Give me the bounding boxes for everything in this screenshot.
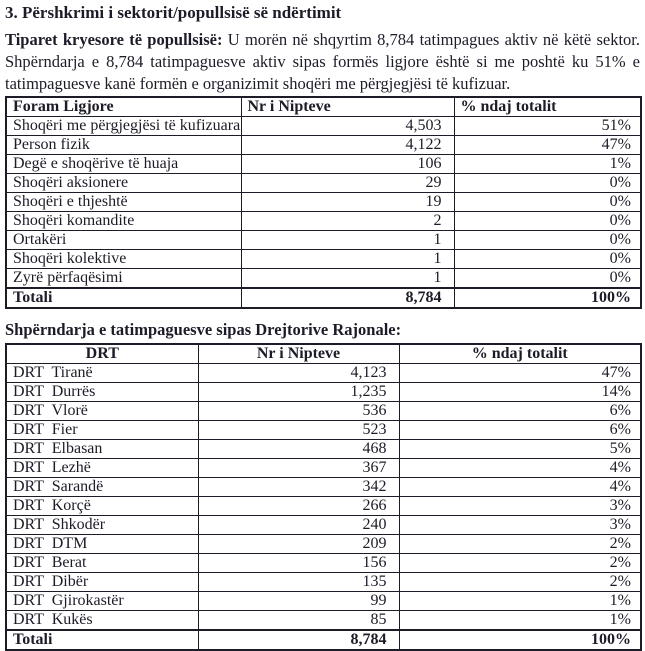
- cell-percent: 0%: [454, 269, 641, 289]
- intro-body-text: U morën në shqyrtim 8,784 tatimpagues aktiv në këtë sektor. Shpërndarja e 8,784 tatimpaguesve aktiv sipas formës ligjore është si me poshtë ku 51% e tatimpaguesve kanë formën e organizimit shoqëri me përgjegjësi të kufizuar.: [5, 30, 641, 93]
- cell-drt-name: DRT Tiranë: [6, 364, 198, 383]
- cell-count: 2: [241, 212, 454, 231]
- header-cell-nipt-count: Nr i Nipteve: [241, 97, 454, 117]
- cell-count: 29: [241, 174, 454, 193]
- cell-count: 523: [198, 421, 399, 440]
- drt-total-row: [6, 630, 641, 650]
- cell-percent: 0%: [454, 250, 641, 269]
- table-row: [6, 250, 641, 269]
- cell-drt-name: DRT Elbasan: [6, 440, 198, 459]
- table-row: [6, 440, 641, 459]
- table-row: [6, 573, 641, 592]
- table-row: [6, 402, 641, 421]
- cell-count: 240: [198, 516, 399, 535]
- cell-drt-name: DRT Lezhë: [6, 459, 198, 478]
- cell-percent: 47%: [454, 136, 641, 155]
- cell-count: 1: [241, 250, 454, 269]
- legal-form-total-row: [6, 288, 641, 308]
- table-row: [6, 554, 641, 573]
- table-row: [6, 231, 641, 250]
- drt-header-row: [6, 344, 641, 364]
- cell-drt-name: DRT Fier: [6, 421, 198, 440]
- cell-count: 85: [198, 611, 399, 631]
- legal-form-table: [5, 96, 642, 309]
- cell-total-label: Totali: [6, 630, 198, 650]
- cell-percent: 6%: [399, 421, 641, 440]
- cell-percent: 4%: [399, 459, 641, 478]
- table-row: [6, 611, 641, 631]
- cell-percent: 2%: [399, 535, 641, 554]
- cell-percent: 2%: [399, 554, 641, 573]
- cell-count: 367: [198, 459, 399, 478]
- cell-drt-name: DRT Vlorë: [6, 402, 198, 421]
- cell-drt-name: DRT Korçë: [6, 497, 198, 516]
- cell-count: 1: [241, 269, 454, 289]
- cell-percent: 51%: [454, 117, 641, 136]
- table-row: [6, 497, 641, 516]
- cell-percent: 2%: [399, 573, 641, 592]
- cell-legal-form: Shoqëri me përgjegjësi të kufizuara: [6, 117, 241, 136]
- cell-legal-form: Person fizik: [6, 136, 241, 155]
- cell-count: 342: [198, 478, 399, 497]
- cell-count: 135: [198, 573, 399, 592]
- cell-percent: 1%: [454, 155, 641, 174]
- cell-count: 99: [198, 592, 399, 611]
- cell-legal-form: Shoqëri komandite: [6, 212, 241, 231]
- cell-drt-name: DRT Durrës: [6, 383, 198, 402]
- cell-count: 209: [198, 535, 399, 554]
- cell-legal-form: Zyrë përfaqësimi: [6, 269, 241, 289]
- table-row: [6, 364, 641, 383]
- section-heading: 3. Përshkrimi i sektorit/popullsisë së ndërtimit: [5, 3, 342, 22]
- cell-total-count: 8,784: [241, 288, 454, 308]
- table-row: [6, 421, 641, 440]
- table-row: [6, 592, 641, 611]
- cell-percent: 6%: [399, 402, 641, 421]
- cell-drt-name: DRT Shkodër: [6, 516, 198, 535]
- cell-count: 266: [198, 497, 399, 516]
- table-row: [6, 193, 641, 212]
- header-cell-percent: % ndaj totalit: [454, 97, 641, 117]
- cell-count: 1,235: [198, 383, 399, 402]
- table-row: [6, 212, 641, 231]
- header-cell-legal-form: Foram Ligjore: [6, 97, 241, 117]
- cell-count: 1: [241, 231, 454, 250]
- table-row: [6, 478, 641, 497]
- cell-drt-name: DRT Gjirokastër: [6, 592, 198, 611]
- cell-count: 4,503: [241, 117, 454, 136]
- cell-count: 106: [241, 155, 454, 174]
- header-cell-percent: % ndaj totalit: [399, 344, 641, 364]
- cell-total-percent: 100%: [454, 288, 641, 308]
- cell-percent: 1%: [399, 611, 641, 631]
- cell-percent: 5%: [399, 440, 641, 459]
- table-row: [6, 516, 641, 535]
- cell-drt-name: DRT Sarandë: [6, 478, 198, 497]
- cell-count: 4,122: [241, 136, 454, 155]
- cell-legal-form: Ortakëri: [6, 231, 241, 250]
- cell-legal-form: Shoqëri e thjeshtë: [6, 193, 241, 212]
- cell-count: 19: [241, 193, 454, 212]
- legal-form-header-row: [6, 97, 641, 117]
- cell-drt-name: DRT DTM: [6, 535, 198, 554]
- cell-drt-name: DRT Kukës: [6, 611, 198, 631]
- cell-total-percent: 100%: [399, 630, 641, 650]
- table-row: [6, 269, 641, 289]
- table-row: [6, 459, 641, 478]
- intro-lead-text: Tiparet kryesore të popullsisë:: [5, 30, 223, 49]
- cell-percent: 3%: [399, 516, 641, 535]
- drt-table: [5, 343, 642, 651]
- cell-percent: 0%: [454, 193, 641, 212]
- drt-section-heading: Shpërndarja e tatimpaguesve sipas Drejtorive Rajonale:: [5, 320, 402, 339]
- cell-percent: 47%: [399, 364, 641, 383]
- header-cell-nipt-count: Nr i Nipteve: [198, 344, 399, 364]
- cell-percent: 3%: [399, 497, 641, 516]
- cell-percent: 0%: [454, 231, 641, 250]
- cell-count: 156: [198, 554, 399, 573]
- cell-count: 468: [198, 440, 399, 459]
- cell-percent: 14%: [399, 383, 641, 402]
- table-row: [6, 383, 641, 402]
- cell-count: 536: [198, 402, 399, 421]
- cell-percent: 4%: [399, 478, 641, 497]
- header-cell-drt: DRT: [6, 344, 198, 364]
- table-row: [6, 117, 641, 136]
- cell-drt-name: DRT Dibër: [6, 573, 198, 592]
- cell-legal-form: Degë e shoqërive të huaja: [6, 155, 241, 174]
- cell-total-label: Totali: [6, 288, 241, 308]
- cell-legal-form: Shoqëri kolektive: [6, 250, 241, 269]
- intro-paragraph: [5, 29, 640, 95]
- cell-count: 4,123: [198, 364, 399, 383]
- table-row: [6, 155, 641, 174]
- cell-percent: 0%: [454, 174, 641, 193]
- cell-drt-name: DRT Berat: [6, 554, 198, 573]
- cell-percent: 0%: [454, 212, 641, 231]
- cell-total-count: 8,784: [198, 630, 399, 650]
- table-row: [6, 136, 641, 155]
- table-row: [6, 535, 641, 554]
- cell-percent: 1%: [399, 592, 641, 611]
- table-row: [6, 174, 641, 193]
- cell-legal-form: Shoqëri aksionere: [6, 174, 241, 193]
